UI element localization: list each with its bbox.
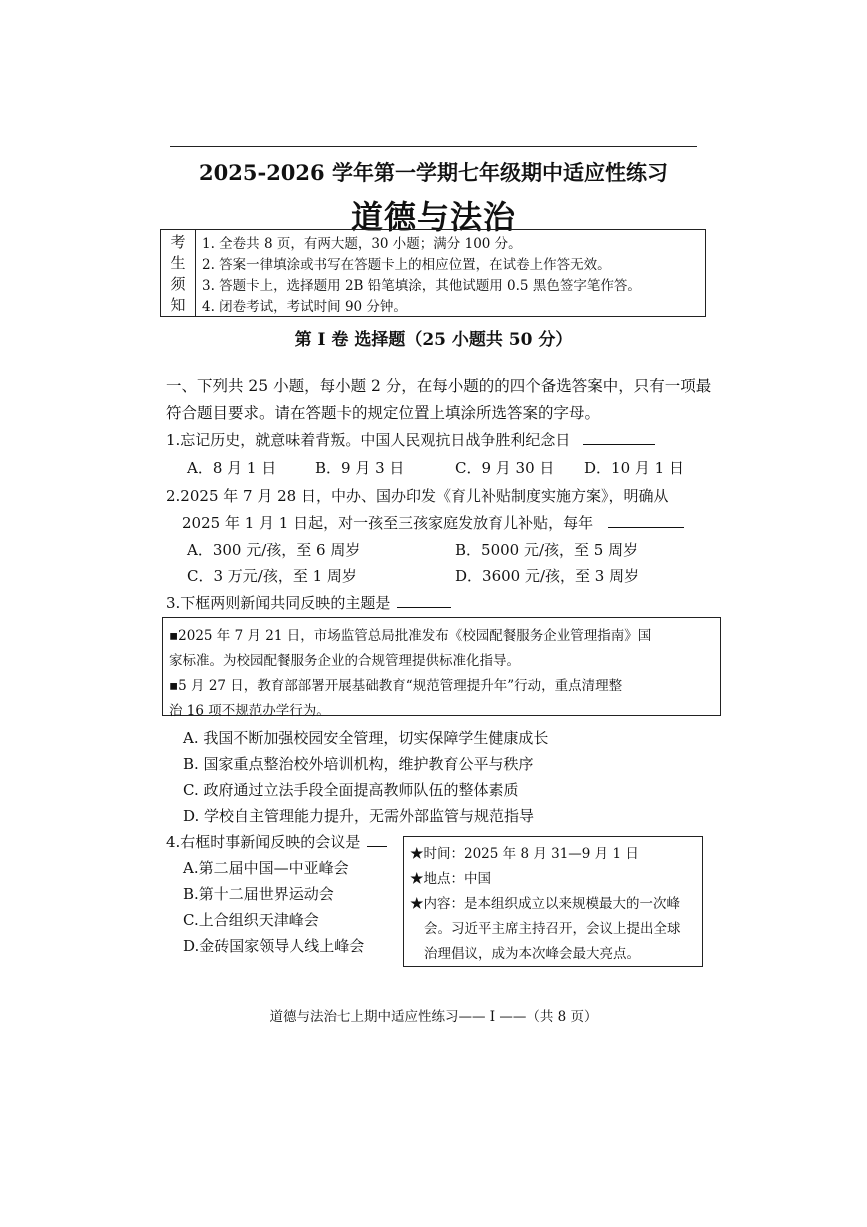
section-title: 第 I 卷 选择题（25 小题共 50 分） xyxy=(294,330,573,350)
page-footer: 道德与法治七上期中适应性练习—— I ——（共 8 页） xyxy=(269,1009,598,1025)
news-box xyxy=(162,617,721,719)
question-2-option-c: C．3 万元/孩，至 1 周岁 xyxy=(187,567,357,585)
question-2-option-b: B．5000 元/孩，至 5 周岁 xyxy=(455,541,639,559)
event-content: 治理倡议，成为本次峰会最大亮点。 xyxy=(424,946,640,962)
notice-rule: 2. 答案一律填涂或书写在答题卡上的相应位置，在试卷上作答无效。 xyxy=(202,256,611,273)
news-item: 治 16 项不规范办学行为。 xyxy=(169,703,330,719)
question-2-stem: 2025 年 1 月 1 日起，对一孩至三孩家庭发放育儿补贴，每年 xyxy=(182,512,684,533)
notice-heading-char: 考 xyxy=(170,233,186,251)
subject-title: 道德与法治 xyxy=(350,198,516,236)
question-3-option-a: A. 我国不断加强校园安全管理，切实保障学生健康成长 xyxy=(183,729,549,747)
notice-heading xyxy=(161,230,196,316)
question-1-option-a: A．8 月 1 日 xyxy=(187,459,277,477)
question-2-option-a: A．300 元/孩，至 6 周岁 xyxy=(187,541,361,559)
event-place: ★地点：中国 xyxy=(410,871,491,887)
question-2-stem: 2.2025 年 7 月 28 日，中办、国办印发《育儿补贴制度实施方案》，明确从 xyxy=(166,487,669,505)
notice-rule: 4. 闭卷考试，考试时间 90 分钟。 xyxy=(202,298,407,315)
notice-rule: 3. 答题卡上，选择题用 2B 铅笔填涂，其他试题用 0.5 黑色签字笔作答。 xyxy=(202,277,641,294)
question-2-option-d: D．3600 元/孩，至 3 周岁 xyxy=(455,567,640,585)
answer-blank xyxy=(367,832,387,847)
question-3-option-c: C. 政府通过立法手段全面提高教师队伍的整体素质 xyxy=(183,781,519,799)
section-instruction: 符合题目要求。请在答题卡的规定位置上填涂所选答案的字母。 xyxy=(166,404,601,422)
answer-blank xyxy=(608,513,684,528)
question-4-stem: 4.右框时事新闻反映的会议是 xyxy=(166,831,387,852)
question-4-option-a: A.第二届中国—中亚峰会 xyxy=(183,859,349,877)
question-1-stem: 1.忘记历史，就意味着背叛。中国人民观抗日战争胜利纪念日 xyxy=(166,429,655,450)
top-rule xyxy=(170,146,697,147)
question-1-option-b: B．9 月 3 日 xyxy=(315,459,405,477)
notice-rules xyxy=(196,230,705,316)
news-item: ▪5 月 27 日，教育部部署开展基础教育“规范管理提升年”行动，重点清理整 xyxy=(169,678,623,694)
question-3-stem: 3.下框两则新闻共同反映的主题是 xyxy=(166,592,451,613)
news-item: 家标准。为校园配餐服务企业的合规管理提供标准化指导。 xyxy=(169,653,520,669)
exam-notice-box xyxy=(160,229,706,317)
news-item: ▪2025 年 7 月 21 日，市场监管总局批准发布《校园配餐服务企业管理指南》国 xyxy=(169,628,652,644)
answer-blank xyxy=(397,593,451,608)
answer-blank xyxy=(583,430,655,445)
question-4-option-b: B.第十二届世界运动会 xyxy=(183,885,334,903)
event-content: 会。习近平主席主持召开，会议上提出全球 xyxy=(424,921,681,937)
event-time: ★时间：2025 年 8 月 31—9 月 1 日 xyxy=(410,846,639,862)
question-3-option-b: B. 国家重点整治校外培训机构，维护教育公平与秩序 xyxy=(183,755,534,773)
notice-heading-char: 知 xyxy=(170,296,186,314)
notice-heading-char: 生 xyxy=(170,254,186,272)
question-4-option-c: C.上合组织天津峰会 xyxy=(183,911,319,929)
notice-heading-char: 须 xyxy=(170,275,186,293)
question-1-option-d: D．10 月 1 日 xyxy=(584,459,684,477)
event-box xyxy=(403,836,703,967)
event-content: ★内容：是本组织成立以来规模最大的一次峰 xyxy=(410,896,680,912)
section-instruction: 一、下列共 25 小题，每小题 2 分，在每小题的的四个备选答案中，只有一项最 xyxy=(166,377,712,395)
question-1-option-c: C．9 月 30 日 xyxy=(455,459,555,477)
question-4-option-d: D.金砖国家领导人线上峰会 xyxy=(183,937,365,955)
exam-title: 2025-2026 学年第一学期七年级期中适应性练习 xyxy=(199,160,668,185)
notice-rule: 1. 全卷共 8 页，有两大题，30 小题；满分 100 分。 xyxy=(202,235,522,252)
question-3-option-d: D. 学校自主管理能力提升，无需外部监管与规范指导 xyxy=(183,807,535,825)
